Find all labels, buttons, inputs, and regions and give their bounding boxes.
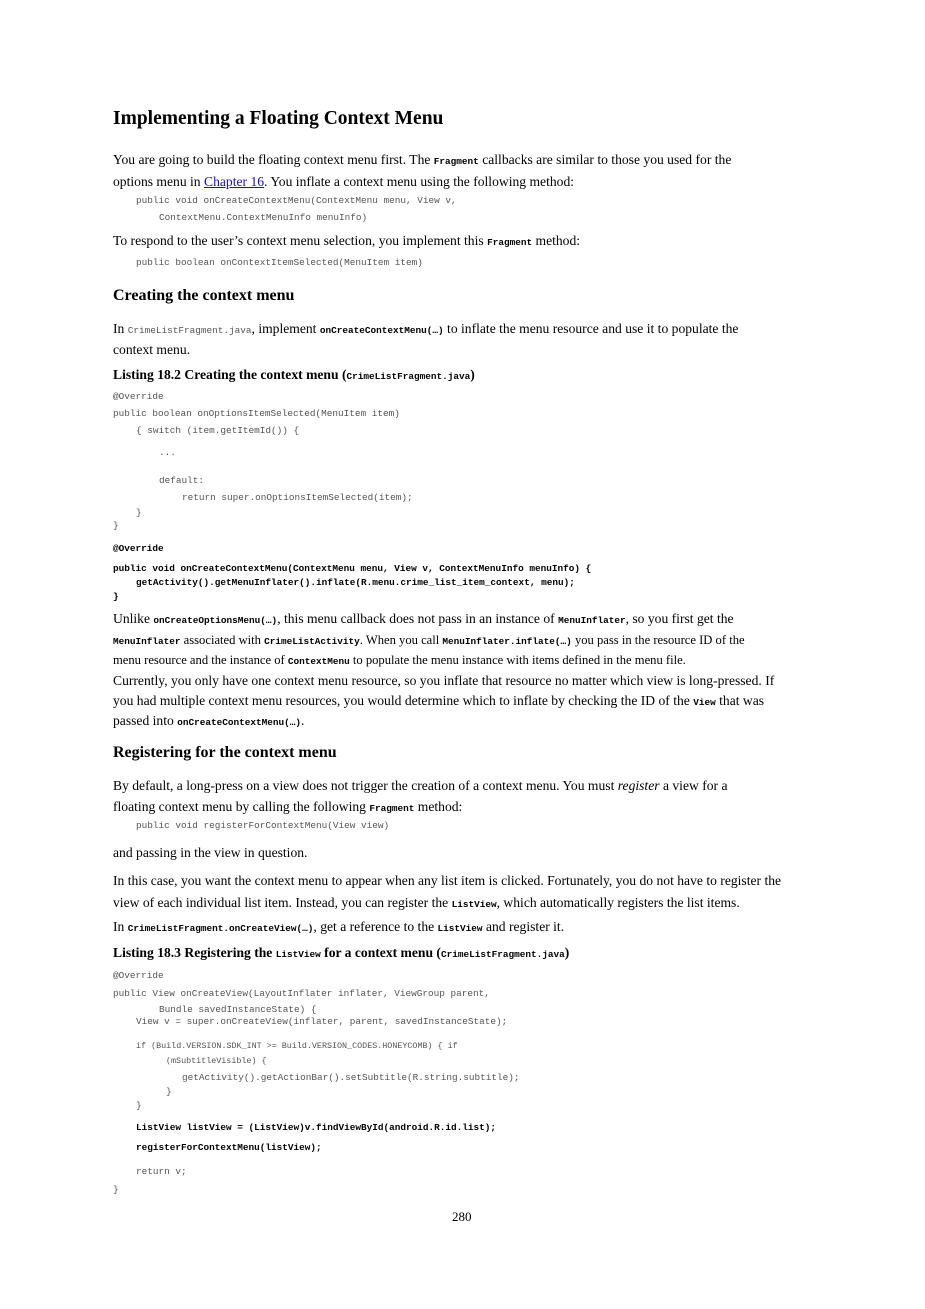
code-line: return super.onOptionsItemSelected(item); [182, 492, 413, 503]
paragraph-line [113, 917, 564, 939]
listing-caption [113, 945, 569, 961]
text: ) [470, 367, 475, 382]
inline-code: onCreateContextMenu(…) [177, 717, 301, 728]
code-line-added: registerForContextMenu(listView); [136, 1142, 322, 1153]
code-line: ... [159, 447, 176, 458]
code-line: @Override [113, 391, 164, 402]
inline-code: onCreateOptionsMenu(…) [153, 615, 278, 626]
text: a view for a [659, 778, 728, 793]
inline-code: CrimeListActivity [264, 636, 360, 647]
code-line: public boolean onContextItemSelected(MenuItem item) [136, 257, 423, 268]
text: In [113, 321, 128, 336]
text: options menu in [113, 174, 205, 189]
paragraph-line [113, 609, 734, 631]
text: ) [564, 945, 570, 960]
paragraph-line [113, 691, 764, 713]
page-number: 280 [452, 1209, 472, 1224]
code-line: @Override [113, 970, 164, 981]
text: To respond to the user’s context menu selection, you implement this [113, 233, 488, 248]
text: you had multiple context menu resources, you would determine which to inflate by checking the ID of the [113, 693, 694, 708]
text: , this menu callback does not pass in an instance of [277, 611, 559, 626]
text: By default, a long-press on a view does not trigger the creation of a context menu. You must [113, 778, 618, 793]
paragraph-line: and passing in the view in question. [113, 845, 308, 860]
code-line: } [113, 1184, 119, 1195]
code-line-added: ListView listView = (ListView)v.findViewById(android.R.id.list); [136, 1122, 497, 1133]
text: to populate the menu instance with items defined in the menu file. [349, 653, 686, 667]
text: that was [715, 693, 765, 708]
code-line: if (Build.VERSION.SDK_INT >= Build.VERSION_CODES.HONEYCOMB) { if [136, 1041, 458, 1051]
inline-code: onCreateContextMenu(…) [319, 325, 444, 336]
inline-code: ListView [275, 949, 321, 960]
text: You are going to build the floating context menu first. The [113, 152, 434, 167]
inline-code: CrimeListFragment.java [346, 371, 471, 382]
section-heading: Implementing a Floating Context Menu [113, 108, 444, 129]
code-line: (mSubtitleVisible) { [166, 1056, 267, 1066]
text: to inflate the menu resource and use it to populate the [443, 321, 739, 336]
inline-code: MenuInflater.inflate(…) [442, 636, 572, 647]
paragraph-line [113, 893, 740, 915]
code-line: } [136, 507, 142, 518]
code-line: public void registerForContextMenu(View view) [136, 820, 390, 831]
code-line: public void onCreateContextMenu(ContextMenu menu, View v, [136, 195, 457, 206]
code-line-added: @Override [113, 543, 164, 554]
code-line: { switch (item.getItemId()) { [136, 425, 300, 436]
text: floating context menu by calling the following [113, 799, 370, 814]
inline-code: ContextMenu [287, 656, 350, 667]
inline-code: ListView [451, 899, 497, 910]
code-line: public boolean onOptionsItemSelected(MenuItem item) [113, 408, 400, 419]
text: and register it. [482, 919, 565, 934]
inline-code: CrimeListFragment.java [127, 325, 252, 336]
paragraph-line: context menu. [113, 342, 191, 357]
text: method: [532, 233, 581, 248]
text: associated with [180, 633, 265, 647]
code-line: } [166, 1086, 172, 1097]
paragraph-line [113, 319, 738, 341]
inline-code: Fragment [369, 803, 415, 814]
code-line-added: } [113, 591, 119, 602]
code-line: } [113, 520, 119, 531]
text: Unlike [113, 611, 154, 626]
intro-line-2 [113, 172, 574, 192]
code-line: ContextMenu.ContextMenuInfo menuInfo) [159, 212, 368, 223]
inline-code: CrimeListFragment.java [440, 949, 565, 960]
text: , which automatically registers the list items. [496, 895, 740, 910]
text: view of each individual list item. Instead, you can register the [113, 895, 452, 910]
inline-code: Fragment [487, 237, 533, 248]
inline-code: MenuInflater [558, 615, 626, 626]
text: Listing 18.2 Creating the context menu ( [113, 367, 347, 382]
code-line: Bundle savedInstanceState) { [159, 1004, 317, 1015]
paragraph-line [113, 776, 727, 796]
inline-code: CrimeListFragment.onCreateView(…) [127, 923, 314, 934]
paragraph-line [113, 650, 686, 672]
intro-line-1 [113, 150, 731, 172]
subsection-heading: Registering for the context menu [113, 744, 337, 761]
code-line: View v = super.onCreateView(inflater, parent, savedInstanceState); [136, 1016, 508, 1027]
paragraph-line: In this case, you want the context menu to appear when any list item is clicked. Fortunately, you do not have to register the [113, 873, 782, 888]
emphasis: register [617, 778, 660, 793]
inline-code: ListView [437, 923, 483, 934]
subsection-heading: Creating the context menu [113, 287, 295, 304]
text: for a context menu ( [320, 945, 441, 960]
text: you pass in the resource ID of the [571, 633, 745, 647]
text: menu resource and the instance of [113, 653, 288, 667]
paragraph-line: Currently, you only have one context menu resource, so you inflate that resource no matter which view is long-pressed. If [113, 673, 775, 688]
intro-line-3 [113, 231, 580, 253]
text: , so you first get the [625, 611, 734, 626]
text: method: [414, 799, 463, 814]
text: Listing 18.3 Registering the [113, 945, 276, 960]
code-line: default: [159, 475, 205, 486]
code-line: getActivity().getActionBar().setSubtitle(R.string.subtitle); [182, 1072, 520, 1083]
text: , get a reference to the [313, 919, 438, 934]
inline-code: View [693, 697, 716, 708]
paragraph-line [113, 797, 462, 819]
code-line-added: public void onCreateContextMenu(ContextMenu menu, View v, ContextMenuInfo menuInfo) { [113, 563, 592, 574]
text: In [113, 919, 128, 934]
text: . [300, 713, 305, 728]
text: . When you call [359, 633, 443, 647]
code-line: public View onCreateView(LayoutInflater inflater, ViewGroup parent, [113, 988, 490, 999]
code-line-added: getActivity().getMenuInflater().inflate(R.menu.crime_list_item_context, menu); [136, 577, 575, 588]
text: , implement [251, 321, 320, 336]
paragraph-line [113, 630, 745, 652]
text: . You inflate a context menu using the following method: [264, 174, 575, 189]
inline-code: MenuInflater [113, 636, 181, 647]
listing-caption [113, 367, 475, 383]
text: passed into [113, 713, 178, 728]
chapter-16-link[interactable]: Chapter 16 [204, 174, 265, 189]
paragraph-line [113, 711, 304, 733]
text: callbacks are similar to those you used for the [478, 152, 732, 167]
code-line: } [136, 1100, 142, 1111]
inline-code: Fragment [433, 156, 479, 167]
code-line: return v; [136, 1166, 187, 1177]
